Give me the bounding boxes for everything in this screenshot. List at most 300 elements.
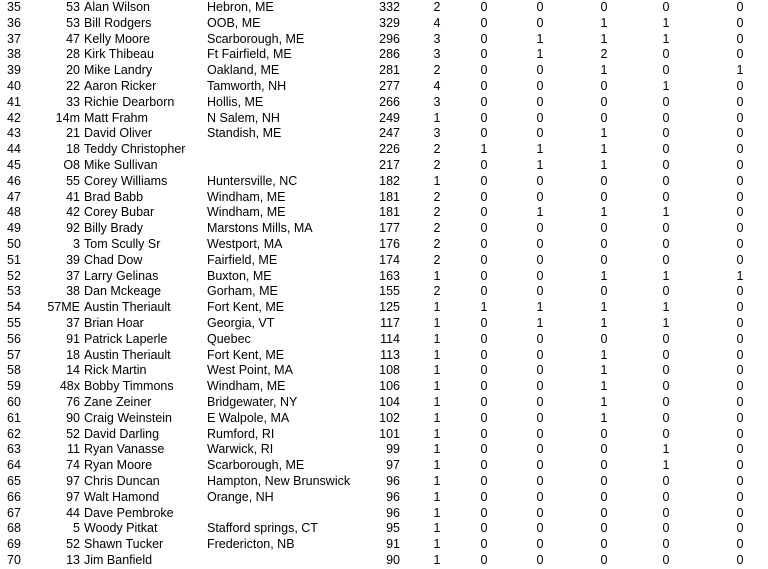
position-cell: 57: [7, 347, 21, 362]
wins-cell: 0: [480, 394, 488, 409]
car-number-cell: 14: [66, 363, 80, 378]
points-cell: 163: [379, 268, 400, 283]
table-row: [0, 0, 768, 16]
car-number-cell: 52: [66, 537, 80, 552]
top5-cell: 0: [536, 110, 544, 125]
top10-cell: 1: [600, 315, 608, 330]
poles-cell: 0: [662, 331, 670, 346]
top10-cell: 0: [600, 442, 608, 457]
position-cell: 49: [7, 221, 21, 236]
table-row: [0, 458, 768, 474]
driver-name-cell: Brad Babb: [84, 189, 144, 204]
poles-cell: 0: [662, 94, 670, 109]
dnf-cell: 0: [736, 142, 744, 157]
table-row: [0, 111, 768, 127]
top5-cell: 0: [536, 221, 544, 236]
wins-cell: 1: [480, 142, 488, 157]
dnf-cell: 0: [736, 0, 744, 14]
top5-cell: 0: [536, 426, 544, 441]
table-row: [0, 205, 768, 221]
top10-cell: 1: [600, 142, 608, 157]
table-row: [0, 537, 768, 553]
top5-cell: 0: [536, 363, 544, 378]
position-cell: 38: [7, 47, 21, 62]
points-cell: 181: [379, 189, 400, 204]
poles-cell: 0: [662, 221, 670, 236]
wins-cell: 0: [480, 489, 488, 504]
dnf-cell: 0: [736, 410, 744, 425]
points-cell: 104: [379, 394, 400, 409]
points-cell: 99: [386, 442, 400, 457]
top10-cell: 0: [600, 521, 608, 536]
driver-name-cell: Richie Dearborn: [84, 94, 175, 109]
hometown-cell: Gorham, ME: [207, 284, 278, 299]
top5-cell: 0: [536, 78, 544, 93]
top10-cell: 1: [600, 15, 608, 30]
poles-cell: 1: [662, 205, 670, 220]
wins-cell: 0: [480, 205, 488, 220]
table-row: [0, 47, 768, 63]
poles-cell: 0: [662, 142, 670, 157]
top5-cell: 0: [536, 189, 544, 204]
car-number-cell: 38: [66, 284, 80, 299]
hometown-cell: N Salem, NH: [207, 110, 280, 125]
poles-cell: 0: [662, 126, 670, 141]
wins-cell: 0: [480, 537, 488, 552]
points-cell: 90: [386, 552, 400, 567]
hometown-cell: Windham, ME: [207, 379, 286, 394]
hometown-cell: Hollis, ME: [207, 94, 264, 109]
wins-cell: 0: [480, 110, 488, 125]
position-cell: 50: [7, 236, 21, 251]
dnf-cell: 0: [736, 379, 744, 394]
hometown-cell: Windham, ME: [207, 189, 286, 204]
dnf-cell: 0: [736, 205, 744, 220]
poles-cell: 1: [662, 31, 670, 46]
top10-cell: 1: [600, 363, 608, 378]
dnf-cell: 0: [736, 252, 744, 267]
position-cell: 60: [7, 394, 21, 409]
wins-cell: 0: [480, 505, 488, 520]
starts-cell: 1: [433, 552, 441, 567]
table-row: [0, 190, 768, 206]
hometown-cell: E Walpole, MA: [207, 410, 290, 425]
starts-cell: 1: [433, 363, 441, 378]
table-row: [0, 95, 768, 111]
points-cell: 95: [386, 521, 400, 536]
starts-cell: 1: [433, 331, 441, 346]
position-cell: 44: [7, 142, 21, 157]
poles-cell: 0: [662, 63, 670, 78]
starts-cell: 1: [433, 442, 441, 457]
wins-cell: 0: [480, 458, 488, 473]
dnf-cell: 0: [736, 300, 744, 315]
hometown-cell: Warwick, RI: [207, 442, 274, 457]
driver-name-cell: Matt Frahm: [84, 110, 148, 125]
starts-cell: 2: [433, 189, 441, 204]
poles-cell: 0: [662, 173, 670, 188]
wins-cell: 0: [480, 473, 488, 488]
top5-cell: 0: [536, 521, 544, 536]
top5-cell: 0: [536, 236, 544, 251]
starts-cell: 2: [433, 221, 441, 236]
wins-cell: 0: [480, 63, 488, 78]
starts-cell: 2: [433, 236, 441, 251]
table-row: [0, 142, 768, 158]
position-cell: 35: [7, 0, 21, 14]
position-cell: 63: [7, 442, 21, 457]
top10-cell: 0: [600, 236, 608, 251]
position-cell: 42: [7, 110, 21, 125]
dnf-cell: 0: [736, 537, 744, 552]
position-cell: 56: [7, 331, 21, 346]
driver-name-cell: David Oliver: [84, 126, 153, 141]
car-number-cell: 48x: [59, 379, 80, 394]
top5-cell: 1: [536, 142, 544, 157]
top5-cell: 0: [536, 410, 544, 425]
top10-cell: 0: [600, 458, 608, 473]
dnf-cell: 1: [736, 63, 744, 78]
car-number-cell: 39: [66, 252, 80, 267]
points-cell: 113: [380, 347, 400, 362]
driver-name-cell: Ryan Vanasse: [84, 442, 165, 457]
car-number-cell: 11: [67, 442, 80, 457]
poles-cell: 0: [662, 47, 670, 62]
dnf-cell: 0: [736, 126, 744, 141]
table-row: [0, 506, 768, 522]
points-cell: 226: [379, 142, 400, 157]
points-cell: 96: [386, 505, 400, 520]
position-cell: 41: [7, 94, 21, 109]
points-cell: 281: [379, 63, 400, 78]
table-row: [0, 237, 768, 253]
driver-name-cell: Kelly Moore: [84, 31, 150, 46]
top5-cell: 0: [536, 252, 544, 267]
starts-cell: 1: [433, 458, 441, 473]
top10-cell: 1: [600, 157, 608, 172]
poles-cell: 1: [662, 300, 670, 315]
starts-cell: 1: [433, 505, 441, 520]
table-row: [0, 158, 768, 174]
table-row: [0, 63, 768, 79]
hometown-cell: Scarborough, ME: [207, 31, 305, 46]
wins-cell: 0: [480, 410, 488, 425]
position-cell: 55: [7, 315, 21, 330]
driver-name-cell: Kirk Thibeau: [84, 47, 154, 62]
top5-cell: 0: [536, 94, 544, 109]
car-number-cell: 18: [66, 142, 80, 157]
starts-cell: 1: [433, 537, 441, 552]
points-cell: 329: [379, 15, 400, 30]
poles-cell: 1: [662, 268, 670, 283]
hometown-cell: Bridgewater, NY: [207, 394, 298, 409]
top5-cell: 1: [536, 300, 544, 315]
driver-name-cell: Shawn Tucker: [84, 537, 164, 552]
car-number-cell: 44: [66, 505, 80, 520]
car-number-cell: 5: [73, 521, 80, 536]
position-cell: 67: [7, 505, 21, 520]
top5-cell: 0: [536, 331, 544, 346]
car-number-cell: 13: [66, 552, 80, 567]
dnf-cell: 0: [736, 31, 744, 46]
starts-cell: 2: [433, 142, 441, 157]
hometown-cell: Standish, ME: [207, 126, 282, 141]
table-row: [0, 363, 768, 379]
wins-cell: 0: [480, 189, 488, 204]
starts-cell: 3: [433, 126, 441, 141]
points-cell: 176: [379, 236, 400, 251]
dnf-cell: 0: [736, 173, 744, 188]
hometown-cell: Fredericton, NB: [207, 537, 295, 552]
car-number-cell: 55: [66, 173, 80, 188]
car-number-cell: 14m: [55, 110, 80, 125]
car-number-cell: 47: [66, 31, 80, 46]
driver-name-cell: Walt Hamond: [84, 489, 160, 504]
poles-cell: 0: [662, 537, 670, 552]
top10-cell: 0: [600, 489, 608, 504]
top10-cell: 0: [600, 110, 608, 125]
driver-name-cell: Bill Rodgers: [84, 15, 152, 30]
top10-cell: 1: [600, 63, 608, 78]
wins-cell: 0: [480, 442, 488, 457]
driver-name-cell: Dave Pembroke: [84, 505, 174, 520]
top5-cell: 0: [536, 442, 544, 457]
car-number-cell: 37: [66, 268, 80, 283]
poles-cell: 0: [662, 552, 670, 567]
top10-cell: 0: [600, 473, 608, 488]
points-cell: 91: [386, 537, 400, 552]
wins-cell: 0: [480, 347, 488, 362]
car-number-cell: 3: [73, 236, 80, 251]
top5-cell: 0: [536, 284, 544, 299]
car-number-cell: 21: [66, 126, 80, 141]
top5-cell: 1: [536, 205, 544, 220]
driver-name-cell: Chris Duncan: [84, 473, 160, 488]
hometown-cell: Rumford, RI: [207, 426, 275, 441]
dnf-cell: 0: [736, 221, 744, 236]
starts-cell: 3: [433, 47, 441, 62]
wins-cell: 0: [480, 47, 488, 62]
table-row: [0, 79, 768, 95]
top5-cell: 0: [536, 537, 544, 552]
table-row: [0, 490, 768, 506]
position-cell: 51: [7, 252, 21, 267]
driver-name-cell: Jim Banfield: [84, 552, 153, 567]
position-cell: 66: [7, 489, 21, 504]
table-row: [0, 316, 768, 332]
starts-cell: 1: [433, 394, 441, 409]
starts-cell: 2: [433, 252, 441, 267]
poles-cell: 1: [662, 78, 670, 93]
driver-name-cell: Alan Wilson: [84, 0, 150, 14]
driver-name-cell: Mike Sullivan: [84, 157, 158, 172]
position-cell: 40: [7, 78, 21, 93]
car-number-cell: 28: [66, 47, 80, 62]
driver-name-cell: Chad Dow: [84, 252, 143, 267]
poles-cell: 0: [662, 505, 670, 520]
poles-cell: 0: [662, 426, 670, 441]
top10-cell: 0: [600, 505, 608, 520]
wins-cell: 0: [480, 15, 488, 30]
top5-cell: 0: [536, 379, 544, 394]
position-cell: 47: [7, 189, 21, 204]
driver-name-cell: Austin Theriault: [84, 347, 171, 362]
table-row: [0, 269, 768, 285]
top10-cell: 0: [600, 94, 608, 109]
poles-cell: 0: [662, 0, 670, 14]
poles-cell: 1: [662, 442, 670, 457]
top5-cell: 0: [536, 458, 544, 473]
position-cell: 61: [7, 410, 21, 425]
wins-cell: 0: [480, 236, 488, 251]
poles-cell: 0: [662, 347, 670, 362]
hometown-cell: Scarborough, ME: [207, 458, 305, 473]
poles-cell: 0: [662, 252, 670, 267]
top10-cell: 1: [600, 394, 608, 409]
poles-cell: 0: [662, 284, 670, 299]
starts-cell: 1: [433, 110, 441, 125]
table-row: [0, 553, 768, 569]
table-row: [0, 300, 768, 316]
car-number-cell: 20: [66, 63, 80, 78]
position-cell: 68: [7, 521, 21, 536]
starts-cell: 1: [433, 426, 441, 441]
points-cell: 125: [379, 300, 400, 315]
poles-cell: 0: [662, 489, 670, 504]
top10-cell: 2: [600, 47, 608, 62]
driver-name-cell: Craig Weinstein: [84, 410, 173, 425]
driver-name-cell: Larry Gelinas: [84, 268, 159, 283]
driver-name-cell: Austin Theriault: [84, 300, 171, 315]
driver-name-cell: Mike Landry: [84, 63, 153, 78]
position-cell: 46: [7, 173, 21, 188]
poles-cell: 0: [662, 394, 670, 409]
table-row: [0, 474, 768, 490]
starts-cell: 1: [433, 410, 441, 425]
driver-name-cell: Teddy Christopher: [84, 142, 186, 157]
table-row: [0, 521, 768, 537]
top10-cell: 1: [600, 126, 608, 141]
top5-cell: 0: [536, 268, 544, 283]
points-cell: 155: [379, 284, 400, 299]
points-cell: 106: [379, 379, 400, 394]
dnf-cell: 0: [736, 284, 744, 299]
table-row: [0, 395, 768, 411]
wins-cell: 0: [480, 315, 488, 330]
driver-name-cell: Patrick Laperle: [84, 331, 168, 346]
position-cell: 52: [7, 268, 21, 283]
starts-cell: 2: [433, 157, 441, 172]
top10-cell: 1: [600, 31, 608, 46]
hometown-cell: Stafford springs, CT: [207, 521, 318, 536]
hometown-cell: Tamworth, NH: [207, 78, 287, 93]
driver-name-cell: Tom Scully Sr: [84, 236, 161, 251]
car-number-cell: 91: [66, 331, 80, 346]
top5-cell: 0: [536, 0, 544, 14]
position-cell: 54: [7, 300, 21, 315]
wins-cell: 0: [480, 94, 488, 109]
points-cell: 97: [386, 458, 400, 473]
dnf-cell: 0: [736, 394, 744, 409]
position-cell: 62: [7, 426, 21, 441]
table-row: [0, 174, 768, 190]
top10-cell: 0: [600, 284, 608, 299]
car-number-cell: 53: [66, 15, 80, 30]
driver-name-cell: Ryan Moore: [84, 458, 153, 473]
position-cell: 64: [7, 458, 21, 473]
top10-cell: 0: [600, 331, 608, 346]
hometown-cell: Marstons Mills, MA: [207, 221, 313, 236]
starts-cell: 1: [433, 268, 441, 283]
wins-cell: 0: [480, 552, 488, 567]
dnf-cell: 0: [736, 189, 744, 204]
starts-cell: 1: [433, 489, 441, 504]
top5-cell: 0: [536, 173, 544, 188]
top5-cell: 0: [536, 505, 544, 520]
poles-cell: 0: [662, 363, 670, 378]
wins-cell: 0: [480, 126, 488, 141]
points-cell: 114: [380, 331, 400, 346]
top10-cell: 1: [600, 205, 608, 220]
dnf-cell: 0: [736, 458, 744, 473]
top5-cell: 0: [536, 347, 544, 362]
dnf-cell: 0: [736, 94, 744, 109]
top10-cell: 0: [600, 221, 608, 236]
points-cell: 217: [379, 157, 400, 172]
driver-name-cell: Woody Pitkat: [84, 521, 158, 536]
points-cell: 101: [379, 426, 400, 441]
top5-cell: 1: [536, 157, 544, 172]
wins-cell: 0: [480, 0, 488, 14]
hometown-cell: Orange, NH: [207, 489, 274, 504]
top10-cell: 0: [600, 189, 608, 204]
car-number-cell: 57ME: [47, 300, 80, 315]
table-row: [0, 348, 768, 364]
hometown-cell: Oakland, ME: [207, 63, 280, 78]
starts-cell: 2: [433, 205, 441, 220]
top10-cell: 1: [600, 300, 608, 315]
wins-cell: 0: [480, 426, 488, 441]
wins-cell: 0: [480, 221, 488, 236]
driver-name-cell: Corey Williams: [84, 173, 168, 188]
table-row: [0, 442, 768, 458]
poles-cell: 0: [662, 110, 670, 125]
driver-name-cell: Brian Hoar: [84, 315, 144, 330]
top5-cell: 0: [536, 126, 544, 141]
hometown-cell: Quebec: [207, 331, 251, 346]
wins-cell: 0: [480, 521, 488, 536]
driver-name-cell: Dan Mckeage: [84, 284, 162, 299]
dnf-cell: 1: [736, 268, 744, 283]
table-row: [0, 379, 768, 395]
position-cell: 45: [7, 157, 21, 172]
top5-cell: 0: [536, 63, 544, 78]
position-cell: 53: [7, 284, 21, 299]
dnf-cell: 0: [736, 315, 744, 330]
starts-cell: 3: [433, 31, 441, 46]
points-cell: 174: [379, 252, 400, 267]
points-cell: 102: [379, 410, 400, 425]
poles-cell: 1: [662, 315, 670, 330]
dnf-cell: 0: [736, 78, 744, 93]
points-cell: 332: [379, 0, 400, 14]
poles-cell: 0: [662, 410, 670, 425]
hometown-cell: Georgia, VT: [207, 315, 275, 330]
top10-cell: 1: [600, 268, 608, 283]
dnf-cell: 0: [736, 363, 744, 378]
points-cell: 286: [379, 47, 400, 62]
table-row: [0, 284, 768, 300]
